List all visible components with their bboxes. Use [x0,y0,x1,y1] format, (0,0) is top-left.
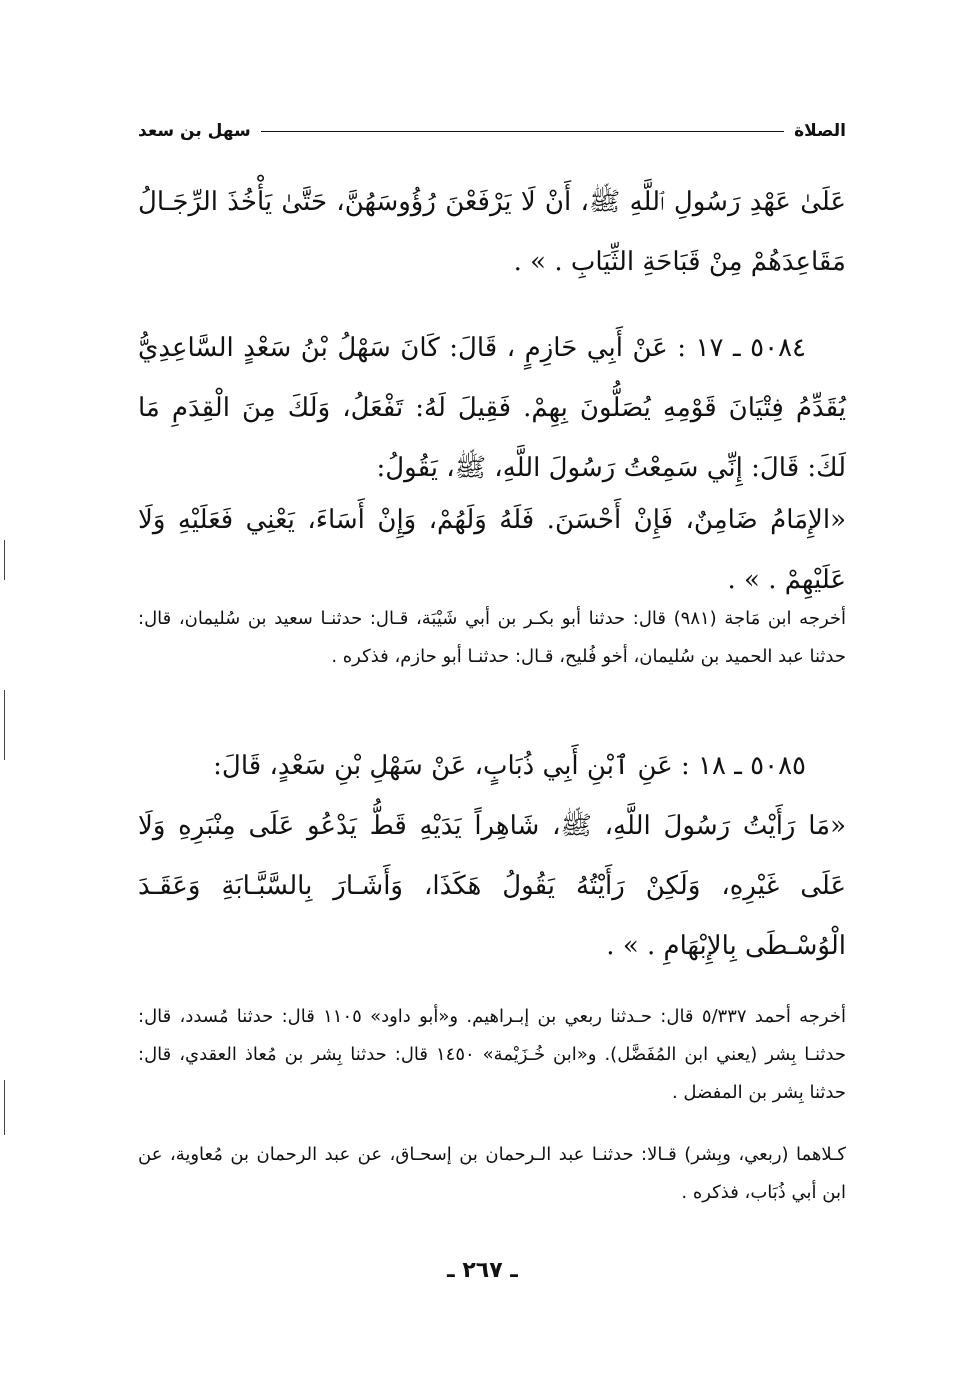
hadith-5085: ٥٠٨٥ ـ ١٨ : عَنِ ٱبْنِ أَبِي ذُبَابٍ، عَنْ سَهْلِ بْنِ سَعْدٍ، قَالَ: [213,751,806,781]
header-rule [261,131,784,132]
header-section-title: الصلاة [794,121,846,141]
scan-margin-mark [4,540,5,580]
page-number: ـ ٢٦٧ ـ [447,1258,518,1283]
scan-margin-mark [4,1080,5,1135]
takhrij-note-5084: أخرجه ابن مَاجة (٩٨١) قال: حدثنا أبو بكـر بن أبي شَيْبَة، قـال: حدثنـا سعيد بن سُليمان، قال: حدثنا عبد الحميد بن سُليمان، أخو فُليح، قـال: حدثنـا أبو حازم، فذكره . [138,608,847,667]
header-chapter-title: سهل بن سعد [138,121,251,141]
takhrij-note-5085: أخرجه أحمد ٥/٣٣٧ قال: حـدثنا ربعي بن إبـراهيم. و«أبو داود» ١١٠٥ قال: حدثنا مُسدد، قال: حدثنـا بِشر (يعني ابن المُفَضَّل). و«ابن خُـزَيْمة» ١٤٥٠ قال: حدثنا بِشر بن مُعاذ العقدي، قال: حدثنا بِشر بن المفضل . [138,1006,846,1103]
hadith-5085-quote: «مَا رَأَيْتُ رَسُولَ اللَّهِ، ﷺ، شَاهِراً يَدَيْهِ قَطُّ يَدْعُو عَلَى مِنْبَرِهِ وَلَا عَلَى غَيْرِهِ، وَلَكِنْ رَأَيْتُهُ يَقُولُ هَكَذَا، وَأَشَـارَ بِالسَّبَّـابَةِ وَعَقَـدَ الْوُسْـطَى بِالإِبْهَامِ . » . [138,811,846,961]
paragraph-continuation: عَلَىٰ عَهْدِ رَسُولِ ٱللَّهِ ﷺ، أَنْ لَا يَرْفَعْنَ رُؤُوسَهُنَّ، حَتَّىٰ يَأْخُذَ الرِّجَـالُ مَقَاعِدَهُمْ مِنْ قَبَاحَةِ الثِّيَابِ . » . [138,187,846,277]
hadith-5084-quote: «الإِمَامُ ضَامِنٌ، فَإِنْ أَحْسَنَ. فَلَهُ وَلَهُمْ، وَإِنْ أَسَاءَ، يَعْنِي فَعَلَيْهِ وَلَا عَلَيْهِمْ . » . [138,505,846,595]
hadith-5084: ٥٠٨٤ ـ ١٧ : عَنْ أَبِي حَازِمٍ ، قَالَ: كَانَ سَهْلُ بْنُ سَعْدٍ السَّاعِدِيُّ يُقَدِّمُ فِتْيَانَ قَوْمِهِ يُصَلُّونَ بِهِمْ. فَقِيلَ لَهُ: تَفْعَلُ، وَلَكَ مِنَ الْقِدَمِ مَا لَكَ: قَالَ: إِنِّي سَمِعْتُ رَسُولَ اللَّهِ، ﷺ، يَقُولُ: [138,333,846,483]
takhrij-note-5085-continued: كـلاهما (ربعي، وبِشر) قـالا: حدثنـا عبد الـرحمان بن إسحـاق، عن عبد الرحمان بن مُعاوية، عن ابن أبي ذُبَاب، فذكره . [138,1144,846,1203]
running-header [138,116,846,146]
scan-margin-mark [4,690,5,760]
